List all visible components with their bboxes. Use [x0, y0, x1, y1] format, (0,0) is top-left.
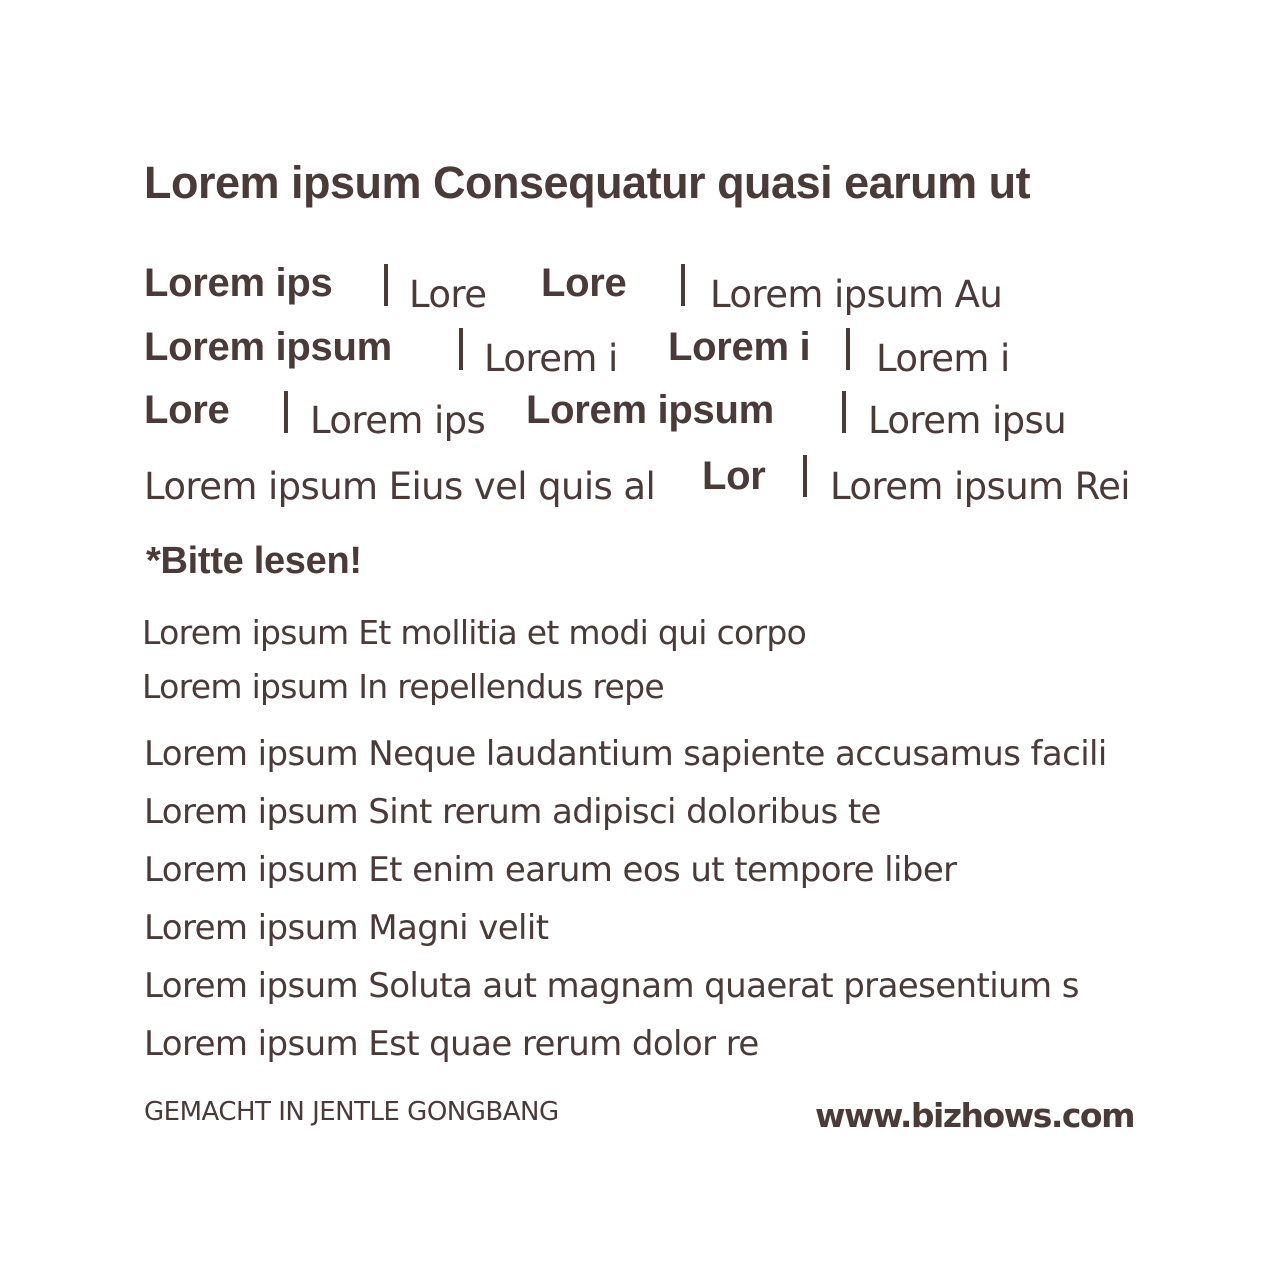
info-label: Lore [144, 388, 230, 432]
info-label: Lorem ipsum [526, 388, 774, 432]
body-line: Lorem ipsum Neque laudantium sapiente accusamus facili [144, 734, 1107, 774]
info-value: Lorem ipsum Rei [830, 465, 1130, 508]
body-line: Lorem ipsum Soluta aut magnam quaerat praesentium s [144, 966, 1079, 1006]
body-line: Lorem ipsum Et enim earum eos ut tempore liber [144, 850, 957, 890]
info-value: Lorem i [484, 337, 618, 380]
notice-heading: *Bitte lesen! [146, 540, 362, 582]
separator [384, 264, 388, 306]
info-text: Lorem ipsum Eius vel quis al [144, 465, 656, 508]
separator [284, 391, 288, 433]
separator [803, 455, 807, 497]
info-value: Lorem i [876, 337, 1010, 380]
info-value: Lorem ips [310, 399, 486, 442]
info-value: Lore [409, 273, 487, 316]
info-label: Lor [702, 454, 766, 498]
info-label: Lorem i [668, 325, 811, 369]
notice-line: Lorem ipsum Et mollitia et modi qui corpo [142, 613, 807, 652]
notice-line: Lorem ipsum In repellendus repe [142, 667, 664, 706]
made-in-label: GEMACHT IN JENTLE GONGBANG [144, 1097, 559, 1127]
body-line: Lorem ipsum Est quae rerum dolor re [144, 1024, 759, 1064]
body-line: Lorem ipsum Sint rerum adipisci doloribus te [144, 792, 881, 832]
info-value: Lorem ipsu [868, 399, 1067, 442]
separator [681, 264, 685, 306]
page-title: Lorem ipsum Consequatur quasi earum ut [144, 157, 1031, 208]
info-label: Lorem ipsum [144, 325, 392, 369]
website-link[interactable]: www.bizhows.com [815, 1096, 1134, 1135]
separator [459, 328, 463, 370]
info-value: Lorem ipsum Au [710, 273, 1003, 316]
body-line: Lorem ipsum Magni velit [144, 908, 549, 948]
separator [842, 391, 846, 433]
info-label: Lorem ips [144, 261, 333, 305]
info-label: Lore [541, 261, 627, 305]
separator [846, 328, 850, 370]
